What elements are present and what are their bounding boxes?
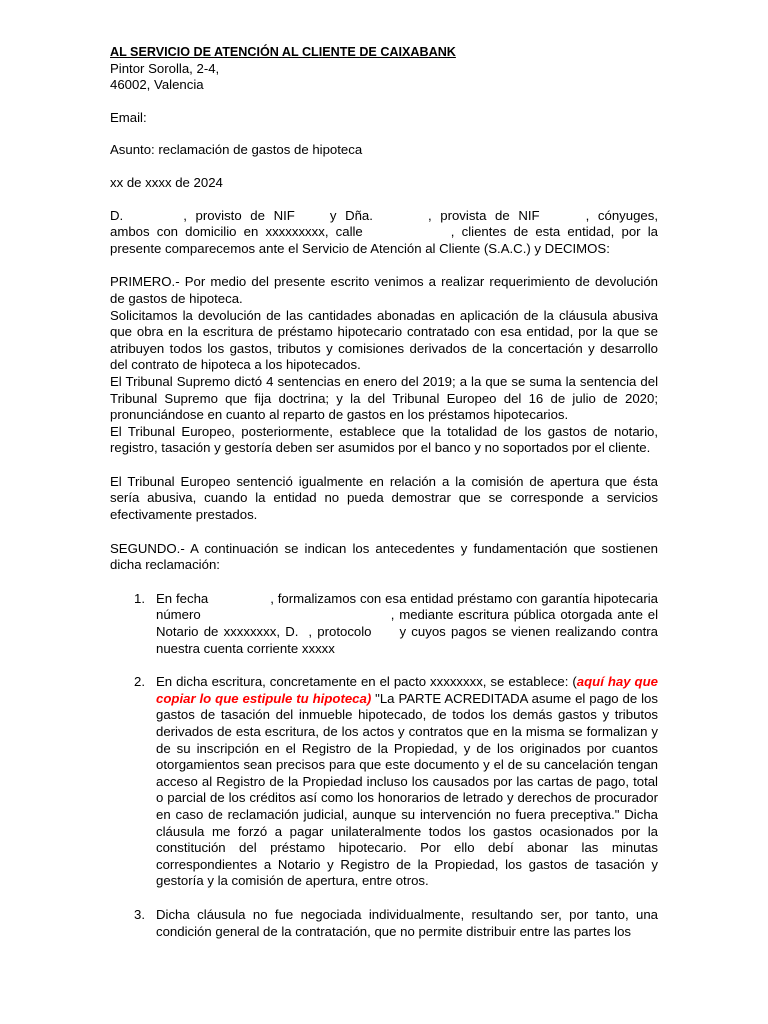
primero-paragraph-4: El Tribunal Europeo, posteriormente, establece que la totalidad de los gastos de notario, registro, tasación y gestoría deben ser asumidos por el banco y no soportados por el cliente.	[110, 423, 658, 456]
intro-rest-1: , cónyuges, ambos con domicilio en xxxxxxxxx, calle	[110, 207, 659, 240]
intro-rest-2: , clientes de esta entidad, por la presente comparecemos ante el Servicio de Atención al Cliente (S.A.C.) y DECIMOS:	[110, 224, 658, 256]
item-1-text-c: , mediante escritura pública otorgada ante el Notario de xxxxxxxx, D.	[156, 607, 658, 640]
subject-line: Asunto: reclamación de gastos de hipoteca	[110, 142, 363, 158]
list-item-number: 1.	[134, 590, 145, 606]
list-item	[110, 907, 658, 940]
segundo-intro: SEGUNDO.- A continuación se indican los antecedentes y fundamentación que sostienen dicha reclamación:	[110, 540, 658, 573]
intro-paragraph	[110, 208, 658, 258]
email-label: Email:	[110, 109, 147, 125]
list-item-number: 3.	[134, 906, 145, 922]
letter-heading: AL SERVICIO DE ATENCIÓN AL CLIENTE DE CAIXABANK	[110, 45, 456, 59]
list-item	[110, 591, 658, 657]
item-3-text-a: Dicha cláusula no fue negociada individualmente, resultando ser, por tanto, una condición general de la contratación, que no permite distribuir entre las partes los	[156, 906, 658, 939]
date-line: xx de xxxx de 2024	[110, 174, 223, 190]
intro-nif-2: , provista de NIF	[427, 207, 540, 223]
antecedentes-list	[110, 591, 658, 940]
address-line-1: Pintor Sorolla, 2-4,	[110, 60, 220, 76]
intro-nif-1: , provisto de NIF	[183, 207, 295, 223]
address-line-2: 46002, Valencia	[110, 77, 204, 93]
letter-page	[110, 44, 658, 957]
item-1-text-e: y cuyos pagos se vienen realizando contra nuestra cuenta corriente xxxxx	[156, 624, 658, 656]
item-2-instruction-note: aquí hay que copiar lo que estipule tu hipoteca)	[156, 674, 658, 706]
item-1-text-b: , formalizamos con esa entidad préstamo con garantía hipotecaria número	[156, 590, 658, 623]
intro-dna-label: y Dña.	[329, 207, 373, 223]
item-1-text-d: , protocolo	[308, 624, 372, 640]
primero-paragraph-2: Solicitamos la devolución de las cantidades abonadas en aplicación de la cláusula abusiva que obra en la escritura de préstamo hipotecario contratado con esa entidad, por la que se atribuyen todos los gastos, tributos y comisiones derivados de la concertación y desarrollo del contrato de hipoteca a los hipotecados.	[110, 307, 658, 373]
primero-paragraph-5: El Tribunal Europeo sentenció igualmente en relación a la comisión de apertura que ésta sería abusiva, cuando la entidad no pueda demostrar que se corresponde a servicios efectivamente prestados.	[110, 473, 658, 523]
item-1-text-a: En fecha	[156, 590, 209, 606]
list-item	[110, 674, 658, 890]
primero-paragraph-1: PRIMERO.- Por medio del presente escrito venimos a realizar requerimiento de devolución de gastos de hipoteca.	[110, 274, 658, 306]
list-item-number: 2.	[134, 674, 145, 690]
primero-paragraph-3: El Tribunal Supremo dictó 4 sentencias en enero del 2019; a la que se suma la sentencia del Tribunal Supremo que fija doctrina; y la del Tribunal Europeo del 16 de julio de 2020; pronunciándose en cuanto al reparto de gastos en los préstamos hipotecarios.	[110, 373, 658, 423]
intro-d-label: D.	[110, 207, 124, 223]
item-2-text-b: "La PARTE ACREDITADA asume el pago de los gastos de tasación del inmueble hipotecado, de todos los demás gastos y tributos derivados de esta escritura, de los actos y contratos que en la misma se formalizan y de su inscripción en el Registro de la Propiedad, y de los originados por cuantos otorgamientos sean precisos para que este documento y el de su cancelación tengan acceso al Registro de la Propiedad incluso los causados por las cartas de pago, total o parcial de los créditos así como los honorarios de letrado y derechos de procurador en caso de reclamación judicial, aunque su intervención no fuera preceptiva." Dicha cláusula me forzó a pagar unilateralmente todos los gastos ocasionados por la constitución del préstamo hipotecario. Por ello debí abonar las minutas correspondientes a Notario y Registro de la Propiedad, los gastos de tasación y gestoría y la comisión de apertura, entre otros.	[156, 690, 658, 889]
item-2-text-a: En dicha escritura, concretamente en el pacto xxxxxxxx, se establece: (	[156, 674, 577, 690]
